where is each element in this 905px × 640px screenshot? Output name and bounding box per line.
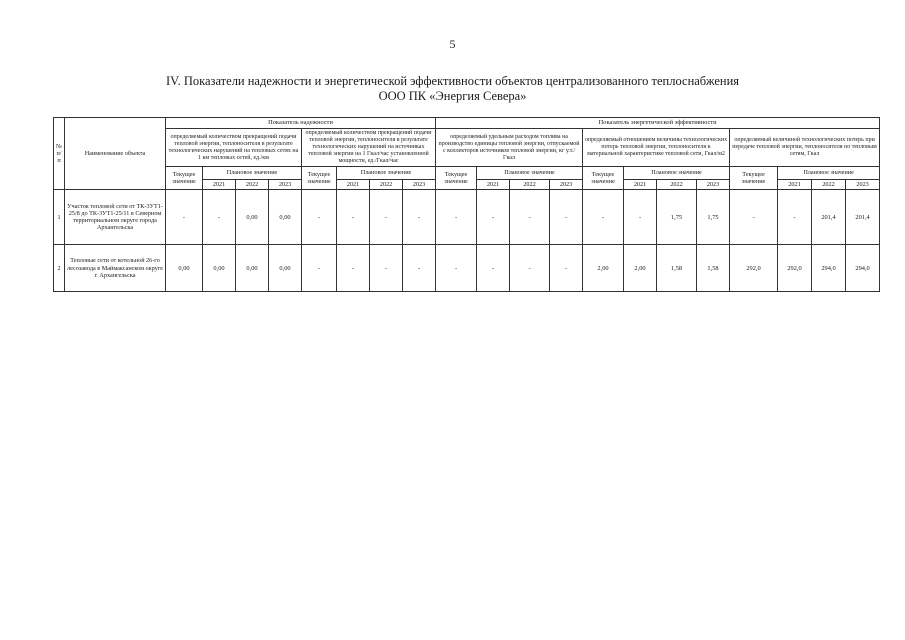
year-2021: 2021 — [477, 180, 510, 190]
header-indicator-4: определяемый отношением величины технологических потерь тепловой энергии, теплоносителя к материальной характеристике тепловой сети, Гкал/м2 — [583, 129, 730, 167]
header-planned-5: Плановое значение — [778, 167, 880, 180]
header-current-1: Текущее значение — [166, 167, 203, 190]
table-row — [54, 245, 880, 292]
header-indicator-1: определяемый количеством прекращений подачи тепловой энергии, теплоносителя в результате технологических нарушений на тепловых сетях на 1 км тепловых сетей, ед./км — [166, 129, 302, 167]
table-cell: - — [203, 190, 236, 245]
year-2023: 2023 — [403, 180, 436, 190]
year-2021: 2021 — [337, 180, 370, 190]
table-cell: 1,58 — [697, 245, 730, 292]
table-cell: 2,00 — [583, 245, 624, 292]
header-indicator-5: определяемый величиной технологических потерь при передаче тепловой энергии, теплоносителя по тепловым сетям, Гкал — [730, 129, 880, 167]
table-cell: - — [436, 190, 477, 245]
table-cell: - — [337, 190, 370, 245]
table-cell: - — [624, 190, 657, 245]
header-planned-1: Плановое значение — [203, 167, 302, 180]
table-cell: 0,00 — [236, 245, 269, 292]
table-cell: - — [370, 190, 403, 245]
table-cell: - — [477, 245, 510, 292]
indicators-table — [53, 117, 880, 292]
header-efficiency-group: Показатель энергетической эффективности — [436, 118, 880, 129]
table-cell: - — [550, 245, 583, 292]
table-cell: 0,00 — [269, 190, 302, 245]
table-cell: 0,00 — [166, 245, 203, 292]
row-object-name: Тепловые сети от котельной 26-го лесозавода в Маймаксанском округе г. Архангельска — [65, 245, 166, 292]
table-row — [54, 190, 880, 245]
header-object-name: Наименование объекта — [65, 118, 166, 190]
table-cell: 294,0 — [812, 245, 846, 292]
table-cell: - — [510, 245, 550, 292]
table-cell: - — [550, 190, 583, 245]
table-cell: - — [403, 245, 436, 292]
table-cell: 1,75 — [657, 190, 697, 245]
table-cell: 201,4 — [812, 190, 846, 245]
table-cell: 292,0 — [778, 245, 812, 292]
table-cell: 1,58 — [657, 245, 697, 292]
table-cell: - — [370, 245, 403, 292]
header-current-3: Текущее значение — [436, 167, 477, 190]
table-cell: 294,0 — [846, 245, 880, 292]
table-cell: 0,00 — [269, 245, 302, 292]
table-cell: 292,0 — [730, 245, 778, 292]
header-number: № п/п — [54, 118, 65, 190]
year-2021: 2021 — [203, 180, 236, 190]
year-2023: 2023 — [550, 180, 583, 190]
table-cell: - — [166, 190, 203, 245]
row-number: 2 — [54, 245, 65, 292]
header-current-2: Текущее значение — [302, 167, 337, 190]
page-number: 5 — [449, 37, 456, 51]
table-cell: 201,4 — [846, 190, 880, 245]
header-reliability-group: Показатель надежности — [166, 118, 436, 129]
table-cell: - — [510, 190, 550, 245]
page-title — [0, 74, 905, 104]
year-2023: 2023 — [269, 180, 302, 190]
header-current-5: Текущее значение — [730, 167, 778, 190]
header-planned-2: Плановое значение — [337, 167, 436, 180]
header-current-4: Текущее значение — [583, 167, 624, 190]
table-cell: - — [302, 245, 337, 292]
year-2021: 2021 — [778, 180, 812, 190]
year-2022: 2022 — [657, 180, 697, 190]
table-cell: - — [583, 190, 624, 245]
table-cell: 0,00 — [236, 190, 269, 245]
row-number: 1 — [54, 190, 65, 245]
table-cell: - — [302, 190, 337, 245]
year-2022: 2022 — [812, 180, 846, 190]
year-2021: 2021 — [624, 180, 657, 190]
header-planned-4: Плановое значение — [624, 167, 730, 180]
header-indicator-2: определяемый количеством прекращений подачи тепловой энергии, теплоносителя в результате технологических нарушений на источниках тепловой энергии на 1 Гкал/час установленной мощности, ед./Гкал/час — [302, 129, 436, 167]
table-cell: 1,75 — [697, 190, 730, 245]
table-cell: - — [403, 190, 436, 245]
year-2022: 2022 — [370, 180, 403, 190]
year-2022: 2022 — [510, 180, 550, 190]
table-cell: 0,00 — [203, 245, 236, 292]
table-cell: - — [337, 245, 370, 292]
row-object-name: Участок тепловой сети от ТК-3УТ1-25/8 до ТК-3УТ1-25/11 в Северном территориальном округе города Архангельска — [65, 190, 166, 245]
header-planned-3: Плановое значение — [477, 167, 583, 180]
table-cell: 2,00 — [624, 245, 657, 292]
title-line-2: ООО ПК «Энергия Севера» — [378, 89, 527, 103]
year-2023: 2023 — [697, 180, 730, 190]
title-line-1: IV. Показатели надежности и энергетической эффективности объектов централизованного теплоснабжения — [165, 74, 740, 88]
header-indicator-3: определяемый удельным расходом топлива на производство единицы тепловой энергии, отпускаемой с коллекторов источников тепловой энергии, кг у.т./Гкал — [436, 129, 583, 167]
table-cell: - — [778, 190, 812, 245]
year-2022: 2022 — [236, 180, 269, 190]
table-cell: - — [436, 245, 477, 292]
year-2023: 2023 — [846, 180, 880, 190]
table-cell: - — [477, 190, 510, 245]
table-cell: - — [730, 190, 778, 245]
